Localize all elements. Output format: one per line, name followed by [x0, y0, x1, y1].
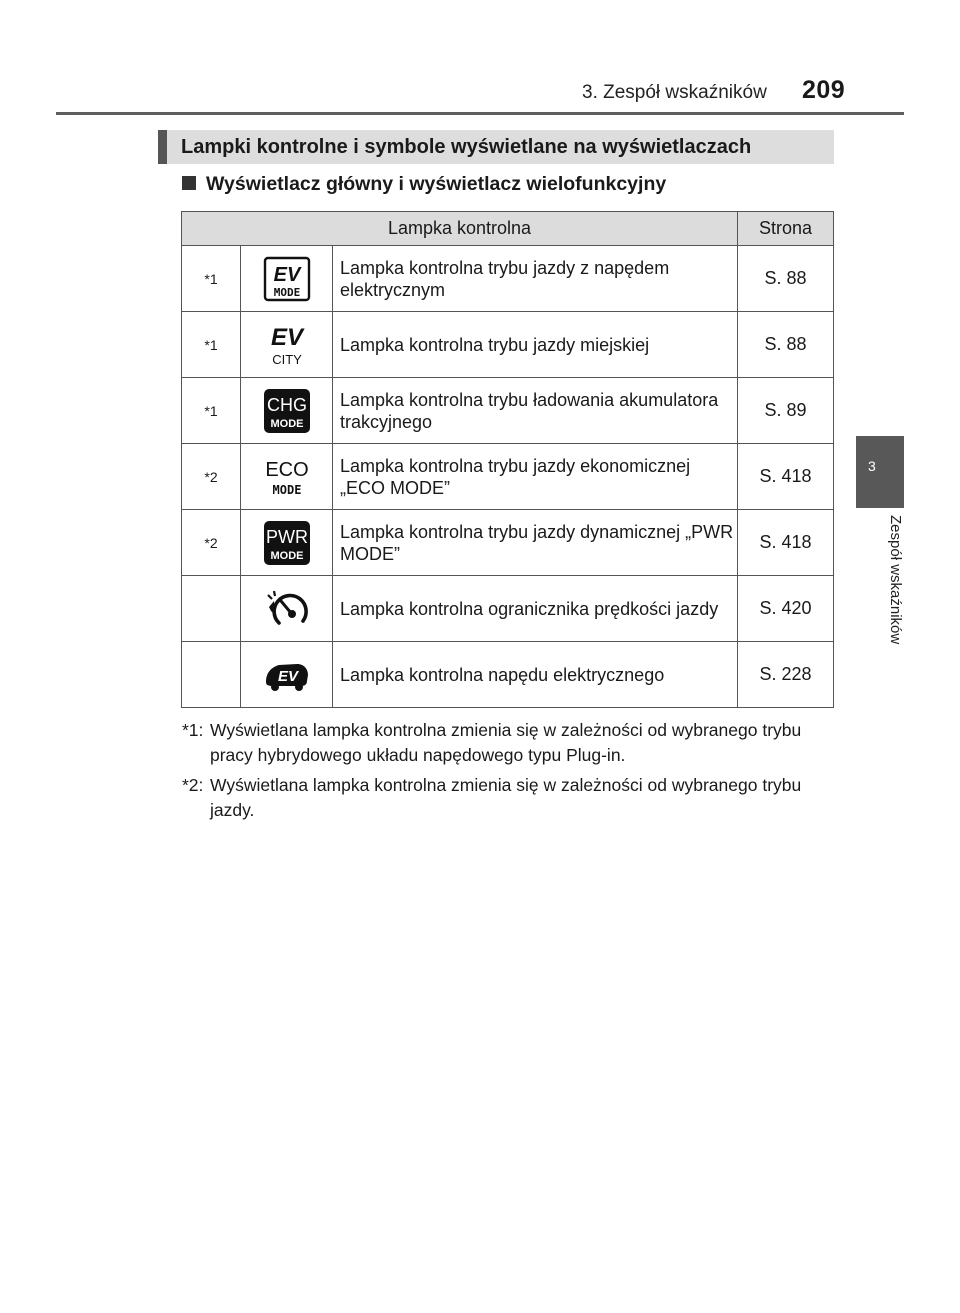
speed-limiter-icon	[263, 587, 311, 631]
table-row	[182, 312, 834, 378]
ev-mode-icon	[263, 256, 311, 302]
row-note: *2	[182, 444, 241, 510]
row-description: Lampka kontrolna trybu ładowania akumulatora trakcyjnego	[333, 378, 738, 444]
side-tab-number: 3	[868, 458, 876, 474]
header-section-title: 3. Zespół wskaźników	[582, 82, 767, 103]
section-title: Lampki kontrolne i symbole wyświetlane na wyświetlaczach	[181, 136, 752, 158]
row-note: *2	[182, 510, 241, 576]
row-description: Lampka kontrolna trybu jazdy miejskiej	[333, 312, 738, 378]
row-description: Lampka kontrolna ogranicznika prędkości jazdy	[333, 576, 738, 642]
row-page: S. 88	[738, 312, 834, 378]
row-description: Lampka kontrolna trybu jazdy dynamicznej „PWR MODE”	[333, 510, 738, 576]
row-description: Lampka kontrolna napędu elektrycznego	[333, 642, 738, 708]
table-row	[182, 378, 834, 444]
footnote-1: *1: Wyświetlana lampka kontrolna zmienia się w zależności od wybranego trybu pracy hybrydowego układu napędowego typu Plug-in.	[182, 718, 842, 768]
row-page: S. 418	[738, 444, 834, 510]
row-page: S. 418	[738, 510, 834, 576]
row-note	[182, 642, 241, 708]
indicator-table	[181, 211, 834, 708]
footnote-mark: *2	[182, 775, 199, 795]
row-note	[182, 576, 241, 642]
table-row	[182, 444, 834, 510]
row-description: Lampka kontrolna trybu jazdy ekonomicznej „ECO MODE”	[333, 444, 738, 510]
footnote-2: *2: Wyświetlana lampka kontrolna zmienia się w zależności od wybranego trybu jazdy.	[182, 773, 842, 823]
chg-mode-icon	[263, 388, 311, 434]
side-tab-label: Zespół wskaźników	[887, 515, 904, 645]
row-note: *1	[182, 378, 241, 444]
chg-mode-icon-mode: MODE	[270, 417, 303, 430]
row-page: S. 420	[738, 576, 834, 642]
ev-city-icon-ev: EV	[270, 323, 303, 351]
row-description: Lampka kontrolna trybu jazdy z napędem elektrycznym	[333, 246, 738, 312]
table-row	[182, 576, 834, 642]
pwr-mode-icon	[263, 520, 311, 566]
table-header-row	[182, 212, 834, 246]
row-page: S. 228	[738, 642, 834, 708]
ev-city-icon	[263, 322, 311, 368]
eco-mode-icon-eco: ECO	[264, 458, 309, 481]
footnotes	[182, 718, 842, 828]
section-title-bar	[158, 130, 834, 164]
ev-mode-icon-ev: EV	[273, 263, 300, 286]
footnote-text: Wyświetlana lampka kontrolna zmienia się w zależności od wybranego trybu jazdy.	[210, 775, 802, 820]
footnote-text: Wyświetlana lampka kontrolna zmienia się w zależności od wybranego trybu pracy hybrydowego układu napędowego typu Plug-in.	[210, 720, 802, 765]
header-rule	[56, 112, 904, 115]
page-number: 209	[802, 76, 846, 104]
header-page: Strona	[738, 212, 834, 246]
row-page: S. 88	[738, 246, 834, 312]
footnote-mark: *1	[182, 720, 199, 740]
table-row	[182, 642, 834, 708]
row-note: *1	[182, 312, 241, 378]
subheading	[182, 173, 666, 196]
ev-drive-icon-ev: EV	[277, 667, 298, 685]
pwr-mode-icon-mode: MODE	[270, 549, 303, 562]
table-row	[182, 510, 834, 576]
eco-mode-icon-mode: MODE	[272, 482, 301, 497]
ev-city-icon-city: CITY	[271, 351, 302, 367]
side-tab	[856, 436, 904, 508]
header-indicator: Lampka kontrolna	[182, 212, 738, 246]
table-row	[182, 246, 834, 312]
ev-mode-icon-mode: MODE	[273, 285, 300, 299]
square-bullet-icon	[182, 176, 196, 190]
pwr-mode-icon-pwr: PWR	[265, 526, 308, 547]
chg-mode-icon-chg: CHG	[266, 394, 307, 415]
eco-mode-icon	[263, 454, 311, 500]
subheading-text: Wyświetlacz główny i wyświetlacz wielofunkcyjny	[206, 173, 667, 195]
row-page: S. 89	[738, 378, 834, 444]
ev-drive-icon	[263, 658, 311, 692]
row-note: *1	[182, 246, 241, 312]
